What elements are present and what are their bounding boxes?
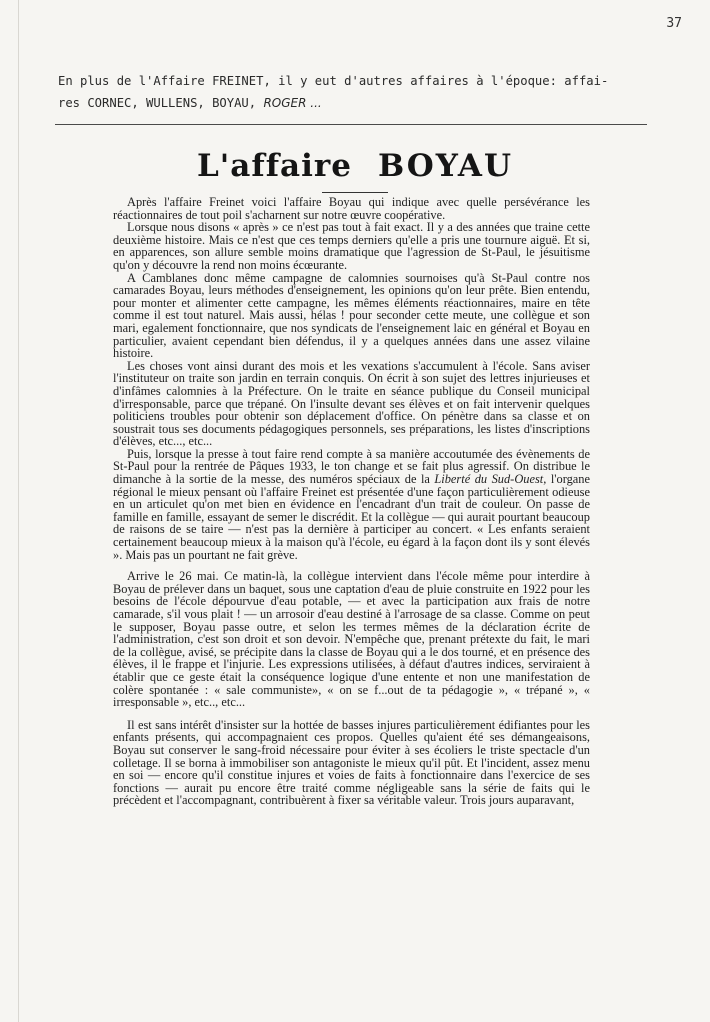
title-part-2: BOYAU <box>377 148 513 184</box>
header-note <box>58 70 643 114</box>
paragraph-5-start: Puis, lorsque la presse à tout faire rend compte à sa manière accoutumée des évènements de St-Paul pour la rentrée de Pâques 1933, le ton change et se fait plus agressif. On distribue le dimanche à la sortie de la messe, des numéros spéciaux de la <box>113 446 590 487</box>
paragraph-2: Lorsque nous disons « après » ce n'est pas tout à fait exact. Il y a des années que traine cette deuxième histoire. Mais ce n'est que ces temps derniers qu'elle a pris une tournure aiguë. Et si, en apparences, son allure semble moins dramatique que l'agression de St-Paul, le jésuitisme qu'on y découvre la rend non moins écœurante. <box>113 220 590 272</box>
title-part-1: L'affaire <box>197 148 352 184</box>
note-line-2 <box>58 92 643 114</box>
page-number-text: 37 <box>666 16 682 31</box>
header-rule <box>55 124 647 125</box>
paragraph-4: Les choses vont ainsi durant des mois et les vexations s'accumulent à l'école. Sans aviser l'instituteur on traite son jardin en terrain conquis. On écrit à son sujet des lettres injurieuses et d'infâmes calomnies à la Préfecture. On le traite en séance publique du Conseil municipal d'irresponsable, parce que trépané. On l'insulte devant ses élèves et on fait intervenir quelques politiciens troubles pour obtenir son déplacement d'office. On pénètre dans sa classe et on soustrait tous ses documents pédagogiques personnels, ses préparations, les listes d'inscriptions d'élèves, etc..., etc... <box>113 358 590 449</box>
article-body <box>113 196 590 807</box>
newspaper-title: Liberté du Sud-Ouest <box>434 472 544 487</box>
note-handwritten-addition: ROGER ... <box>263 96 322 110</box>
paragraph-7: Il est sans intérêt d'insister sur la hottée de basses injures particulièrement édifiantes pour les enfants présents, qui accompagnaient ces propos. Quelles qu'aient été ses démangeaisons, Boyau sut conserver le sang-froid nécessaire pour éviter à ses écoliers le triste spectacle d'un colletage. Il se borna à immobiliser son antagoniste le mieux qu'il pût. Et l'incident, assez menu en soi — encore qu'il constitue injures et voies de faits à fonctionnaire dans l'exercice de ses fonctions — aurait pu encore être traité comme négligeable sans la série de faits qui le précèdent et l'accompagnant, contribuèrent à fixer sa véritable valeur. Trois jours auparavant, <box>113 717 590 808</box>
paragraph-3: A Camblanes donc même campagne de calomnies sournoises qu'à St-Paul contre nos camarades Boyau, leurs méthodes d'enseignement, les opinions qu'on leur prête. Bien entendu, pour monter et alimenter cette campagne, les mêmes éléments réactionnaires, maire en tête comme il est tout naturel. Mais aussi, hélas ! pour seconder cette meute, une collègue et son mari, egalement fonctionnaire, que nos syndicats de l'enseignement laic en général et Boyau en particulier, avaient cependant bien défendus, il y a quelques années dans une assez vilaine histoire. <box>113 270 590 361</box>
title-underline <box>322 192 388 193</box>
paragraph-5-end: , l'organe régional le mieux pensant où l'affaire Freinet est présentée d'une façon particulièrement odieuse en un articulet qu'on met bien en évidence en l'encadrant d'un trait de couleur. On passe de famille en famille, essayant de semer le discrédit. Et la collègue — qui aurait pourtant beaucoup de raisons de se taire — n'est pas la dernière à participer au concert. « Les enfants seraient certainement beaucoup mieux à la maison qu'à l'école, eu égard à la façon dont ils y sont élevés ». Mais pas un pourtant ne fait grève. <box>113 472 591 562</box>
paragraph-5 <box>113 448 590 561</box>
page-edge <box>18 0 19 1022</box>
note-line-1: En plus de l'Affaire FREINET, il y eut d'autres affaires à l'époque: affai- <box>58 74 609 88</box>
paragraph-1: Après l'affaire Freinet voici l'affaire Boyau qui indique avec quelle persévérance les réactionnaires de tout poil s'acharnent sur notre œuvre coopérative. <box>113 195 590 222</box>
article-title <box>100 148 610 184</box>
paragraph-6: Arrive le 26 mai. Ce matin-là, la collègue intervient dans l'école même pour interdire à Boyau de prélever dans un baquet, sous une captation d'eau de pluie construite en 1922 pour les besoins de l'école dépourvue d'eau potable, — et avec la participation aux frais de notre camarade, s'il vous plait ! — un arrosoir d'eau destiné à l'arrosage de sa classe. Comme on peut le supposer, Boyau passe outre, et selon les termes mêmes de la déclaration écrite de l'administration, c'est son droit et son devoir. N'empêche que, prenant prétexte du fait, le mari de la collègue, avisé, se précipite dans la classe de Boyau qui a le dos tourné, et en présence des élèves, il le frappe et l'injurie. Les expressions utilisées, à défaut d'autres indices, serviraient à établir que ce geste était la conséquence logique d'une entente et non une manifestation de colère spontanée : « sale communiste», « on se f...out de ta pédagogie », « trépané », « irresponsable », etc.., etc... <box>113 569 590 710</box>
page-number <box>666 16 682 31</box>
note-line-2-typed: res CORNEC, WULLENS, BOYAU, <box>58 96 257 110</box>
